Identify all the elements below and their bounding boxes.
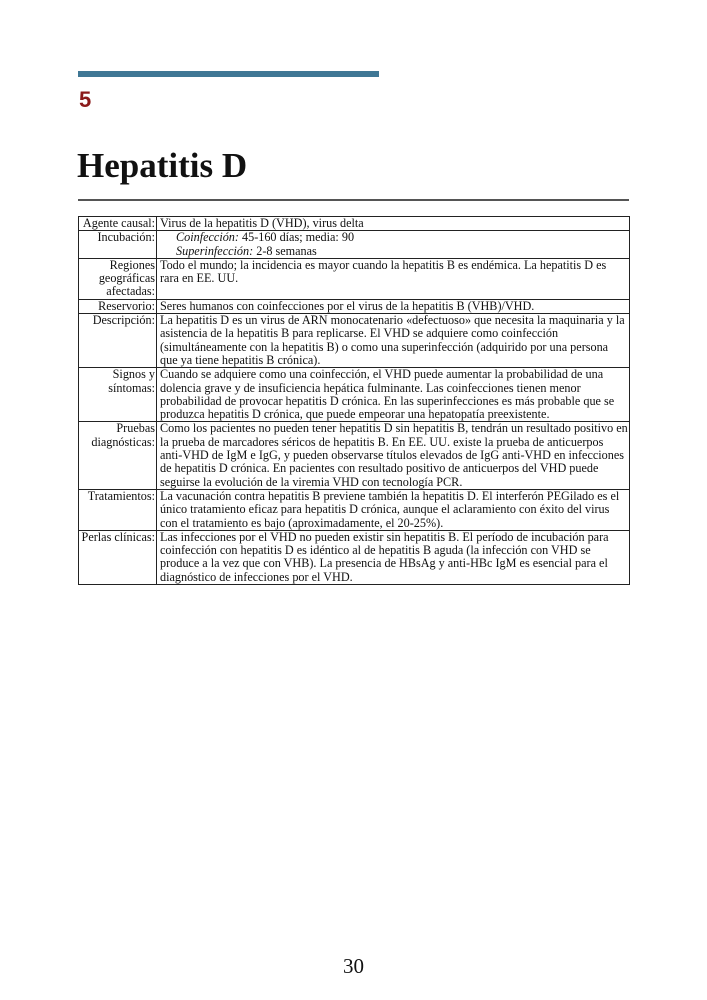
row-label: Reservorio: [79,299,157,313]
row-text-incubation [157,231,630,259]
table-row [79,314,630,368]
row-label: Signos y síntomas: [79,368,157,422]
superinfection-value: 2-8 semanas [253,243,317,258]
page-number: 30 [343,954,364,978]
row-text: Virus de la hepatitis D (VHD), virus delta [157,217,630,231]
row-label: Agente causal: [79,217,157,231]
table-row [79,368,630,422]
row-text: Todo el mundo; la incidencia es mayor cuando la hepatitis B es endémica. La hepatitis D es rara en EE. UU. [157,258,630,299]
row-text: Como los pacientes no pueden tener hepatitis D sin hepatitis B, tendrán un resultado positivo en la prueba de marcadores séricos de hepatitis B. En EE. UU. existe la prueba de anticuerpos anti-VHD de IgM e IgG, y pueden observarse títulos elevados de IgG anti-VHD en infecciones de hepatitis D crónica. En pacientes con resultado positivo de anticuerpos del VHD puede seguirse la evolución de la viremia VHD con tecnología PCR. [157,422,630,489]
chapter-title: Hepatitis D [77,146,248,185]
table-row [79,422,630,489]
row-text: Las infecciones por el VHD no pueden existir sin hepatitis B. El período de incubación para coinfección con hepatitis D es idéntico al de hepatitis B aguda (la infección con VHD se produce a la vez que con VHB). La presencia de HBsAg y anti-HBc IgM es esencial para el diagnóstico de infecciones por el VHD. [157,530,630,584]
table-row [79,231,630,259]
row-label: Tratamientos: [79,489,157,530]
coinfection-label: Coinfección: [176,230,239,245]
row-label: Incubación: [79,231,157,259]
row-label: Descripción: [79,314,157,368]
table-row [79,258,630,299]
table-row [79,489,630,530]
coinfection-line [160,231,628,244]
superinfection-label: Superinfección: [176,243,254,258]
row-label: Pruebas diagnósticas: [79,422,157,489]
row-text: La vacunación contra hepatitis B previene también la hepatitis D. El interferón PEGilado es el único tratamiento eficaz para hepatitis D crónica, aunque el aclaramiento con éxito del virus con el tratamiento es bajo (aproximadamente, el 20-25%). [157,489,630,530]
coinfection-value: 45-160 días; media: 90 [238,230,355,245]
disease-info-table [78,216,630,585]
table-row [79,530,630,584]
superinfection-line [160,245,628,258]
row-text: Seres humanos con coinfecciones por el virus de la hepatitis B (VHB)/VHD. [157,299,630,313]
title-divider [78,199,629,201]
row-text: Cuando se adquiere como una coinfección, el VHD puede aumentar la probabilidad de una dolencia grave y de insuficiencia hepática fulminante. Las coinfecciones tienen menor probabilidad de provocar hepatitis D crónica. En las superinfecciones es más probable que se produzca hepatitis D crónica, que puede empeorar una hepatopatía preexistente. [157,368,630,422]
chapter-accent-bar [78,71,379,77]
table-row [79,217,630,231]
chapter-number: 5 [79,87,92,112]
row-label: Perlas clínicas: [79,530,157,584]
row-label: Regiones geográficas afectadas: [79,258,157,299]
table-row [79,299,630,313]
row-text: La hepatitis D es un virus de ARN monocatenario «defectuoso» que necesita la maquinaria y la asistencia de la hepatitis B para replicarse. El VHD se adquiere como coinfección (simultáneamente con la hepatitis B) o como una superinfección (adquirido por una persona que ya tiene hepatitis B crónica). [157,314,630,368]
